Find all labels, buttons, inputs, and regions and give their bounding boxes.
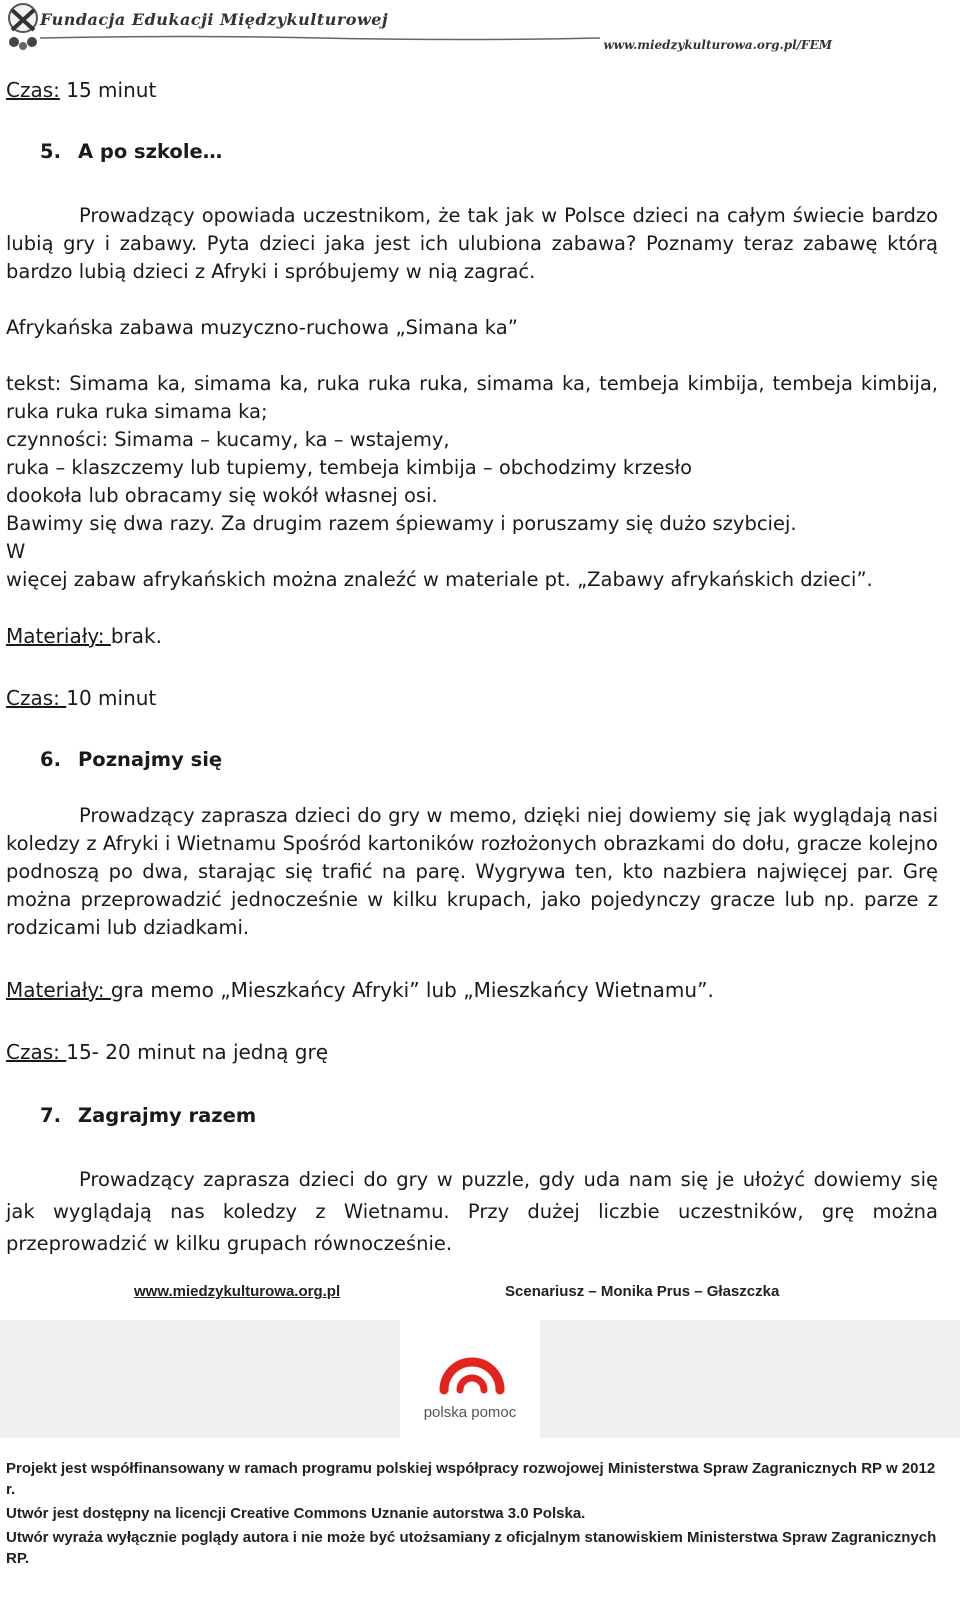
- section7-paragraph: Prowadzący zaprasza dzieci do gry w puzzle, gdy uda nam się je ułożyć dowiemy się jak wyglądają nas koledzy z Wietnamu. Przy dużej liczbie uczestników, grę można przeprowadzić w kilku grupach równocześnie.: [6, 1168, 938, 1255]
- disclaimer-funding: Projekt jest współfinansowany w ramach programu polskiej współpracy rozwojowej Ministerstwa Spraw Zagranicznych RP w 2012 r.: [6, 1460, 936, 1498]
- section-heading-5: [40, 138, 938, 166]
- footer-author: Scenariusz – Monika Prus – Głaszczka: [505, 1283, 780, 1300]
- document-body: [6, 76, 938, 1260]
- game-title: Afrykańska zabawa muzyczno-ruchowa „Simana ka”: [6, 316, 518, 339]
- polska-pomoc-logo-icon: [436, 1336, 508, 1396]
- section-heading-6: [40, 746, 938, 774]
- header-divider: [40, 34, 600, 42]
- stray-letter: W: [6, 540, 26, 563]
- section-number: 6.: [40, 748, 61, 771]
- time-value: 10 minut: [66, 686, 157, 710]
- sponsor-logo: [400, 1320, 540, 1438]
- time-line-1: [6, 76, 938, 104]
- materials-value: brak.: [110, 624, 162, 648]
- foundation-name: Fundacja Edukacji Międzykulturowej: [40, 10, 389, 29]
- game-actions-2: ruka – klaszczemy lub tupiemy, tembeja kimbija – obchodzimy krzesło: [6, 456, 693, 479]
- time-value: 15 minut: [66, 78, 157, 102]
- game-actions-1: czynności: Simama – kucamy, ka – wstajemy,: [6, 428, 450, 451]
- materials-label: Materiały:: [6, 624, 111, 648]
- game-actions-3: dookoła lub obracamy się wokół własnej osi.: [6, 484, 438, 507]
- funding-disclaimer: [6, 1458, 940, 1569]
- section5-paragraph: Prowadzący opowiada uczestnikom, że tak jak w Polsce dzieci na całym świecie bardzo lubią gry i zabawy. Pyta dzieci jaka jest ich ulubiona zabawa? Poznamy teraz zabawę którą bardzo lubią dzieci z Afryki i spróbujemy w nią zagrać.: [6, 204, 938, 283]
- time-line-3: [6, 1038, 938, 1066]
- sponsor-band: [0, 1320, 960, 1438]
- section-number: 7.: [40, 1104, 61, 1127]
- materials-label: Materiały:: [6, 978, 111, 1002]
- materials-value: gra memo „Mieszkańcy Afryki” lub „Mieszkańcy Wietnamu”.: [110, 978, 714, 1002]
- time-label: Czas:: [6, 686, 67, 710]
- sponsor-name: polska pomoc: [423, 1404, 517, 1421]
- section-heading-7: [40, 1102, 938, 1130]
- materials-line-1: [6, 622, 938, 650]
- time-value: 15- 20 minut na jedną grę: [66, 1040, 329, 1064]
- time-label: Czas:: [6, 1040, 67, 1064]
- game-text: tekst: Simama ka, simama ka, ruka ruka ruka, simama ka, tembeja kimbija, tembeja kimbija, ruka ruka ruka simama ka;: [6, 372, 938, 423]
- time-label: Czas:: [6, 78, 60, 102]
- section-title: Poznajmy się: [78, 748, 223, 771]
- disclaimer-license: Utwór jest dostępny na licencji Creative Commons Uznanie autorstwa 3.0 Polska.: [6, 1505, 586, 1522]
- materials-line-2: [6, 976, 938, 1004]
- disclaimer-opinion: Utwór wyraża wyłącznie poglądy autora i nie może być utożsamiany z oficjalnym stanowiskiem Ministerstwa Spraw Zagranicznych RP.: [6, 1529, 937, 1567]
- section-title: Zagrajmy razem: [78, 1104, 257, 1127]
- section-number: 5.: [40, 140, 61, 163]
- foundation-logo-icon: [4, 2, 42, 52]
- section-title: A po szkole…: [78, 140, 223, 163]
- page-header: [0, 0, 960, 60]
- time-line-2: [6, 684, 938, 712]
- game-repeat-note: Bawimy się dwa razy. Za drugim razem śpiewamy i poruszamy się dużo szybciej.: [6, 512, 797, 535]
- header-site-url[interactable]: www.miedzykulturowa.org.pl/FEM: [603, 38, 832, 52]
- section6-paragraph: Prowadzący zaprasza dzieci do gry w memo, dzięki niej dowiemy się jak wyglądają nasi koledzy z Afryki i Wietnamu Spośród kartoników rozłożonych obrazkami do dołu, gracze kolejno podnoszą po dwa, starając się trafić na parę. Wygrywa ten, kto nazbiera najwięcej par. Grę można przeprowadzić jednocześnie w kilku krupach, jako pojedynczy gracze lub np. parze z rodzicami lub dziadkami.: [6, 804, 938, 939]
- footer-url-link[interactable]: www.miedzykulturowa.org.pl: [134, 1283, 341, 1300]
- more-games-note: więcej zabaw afrykańskich można znaleźć w materiale pt. „Zabawy afrykańskich dzieci”.: [6, 568, 873, 591]
